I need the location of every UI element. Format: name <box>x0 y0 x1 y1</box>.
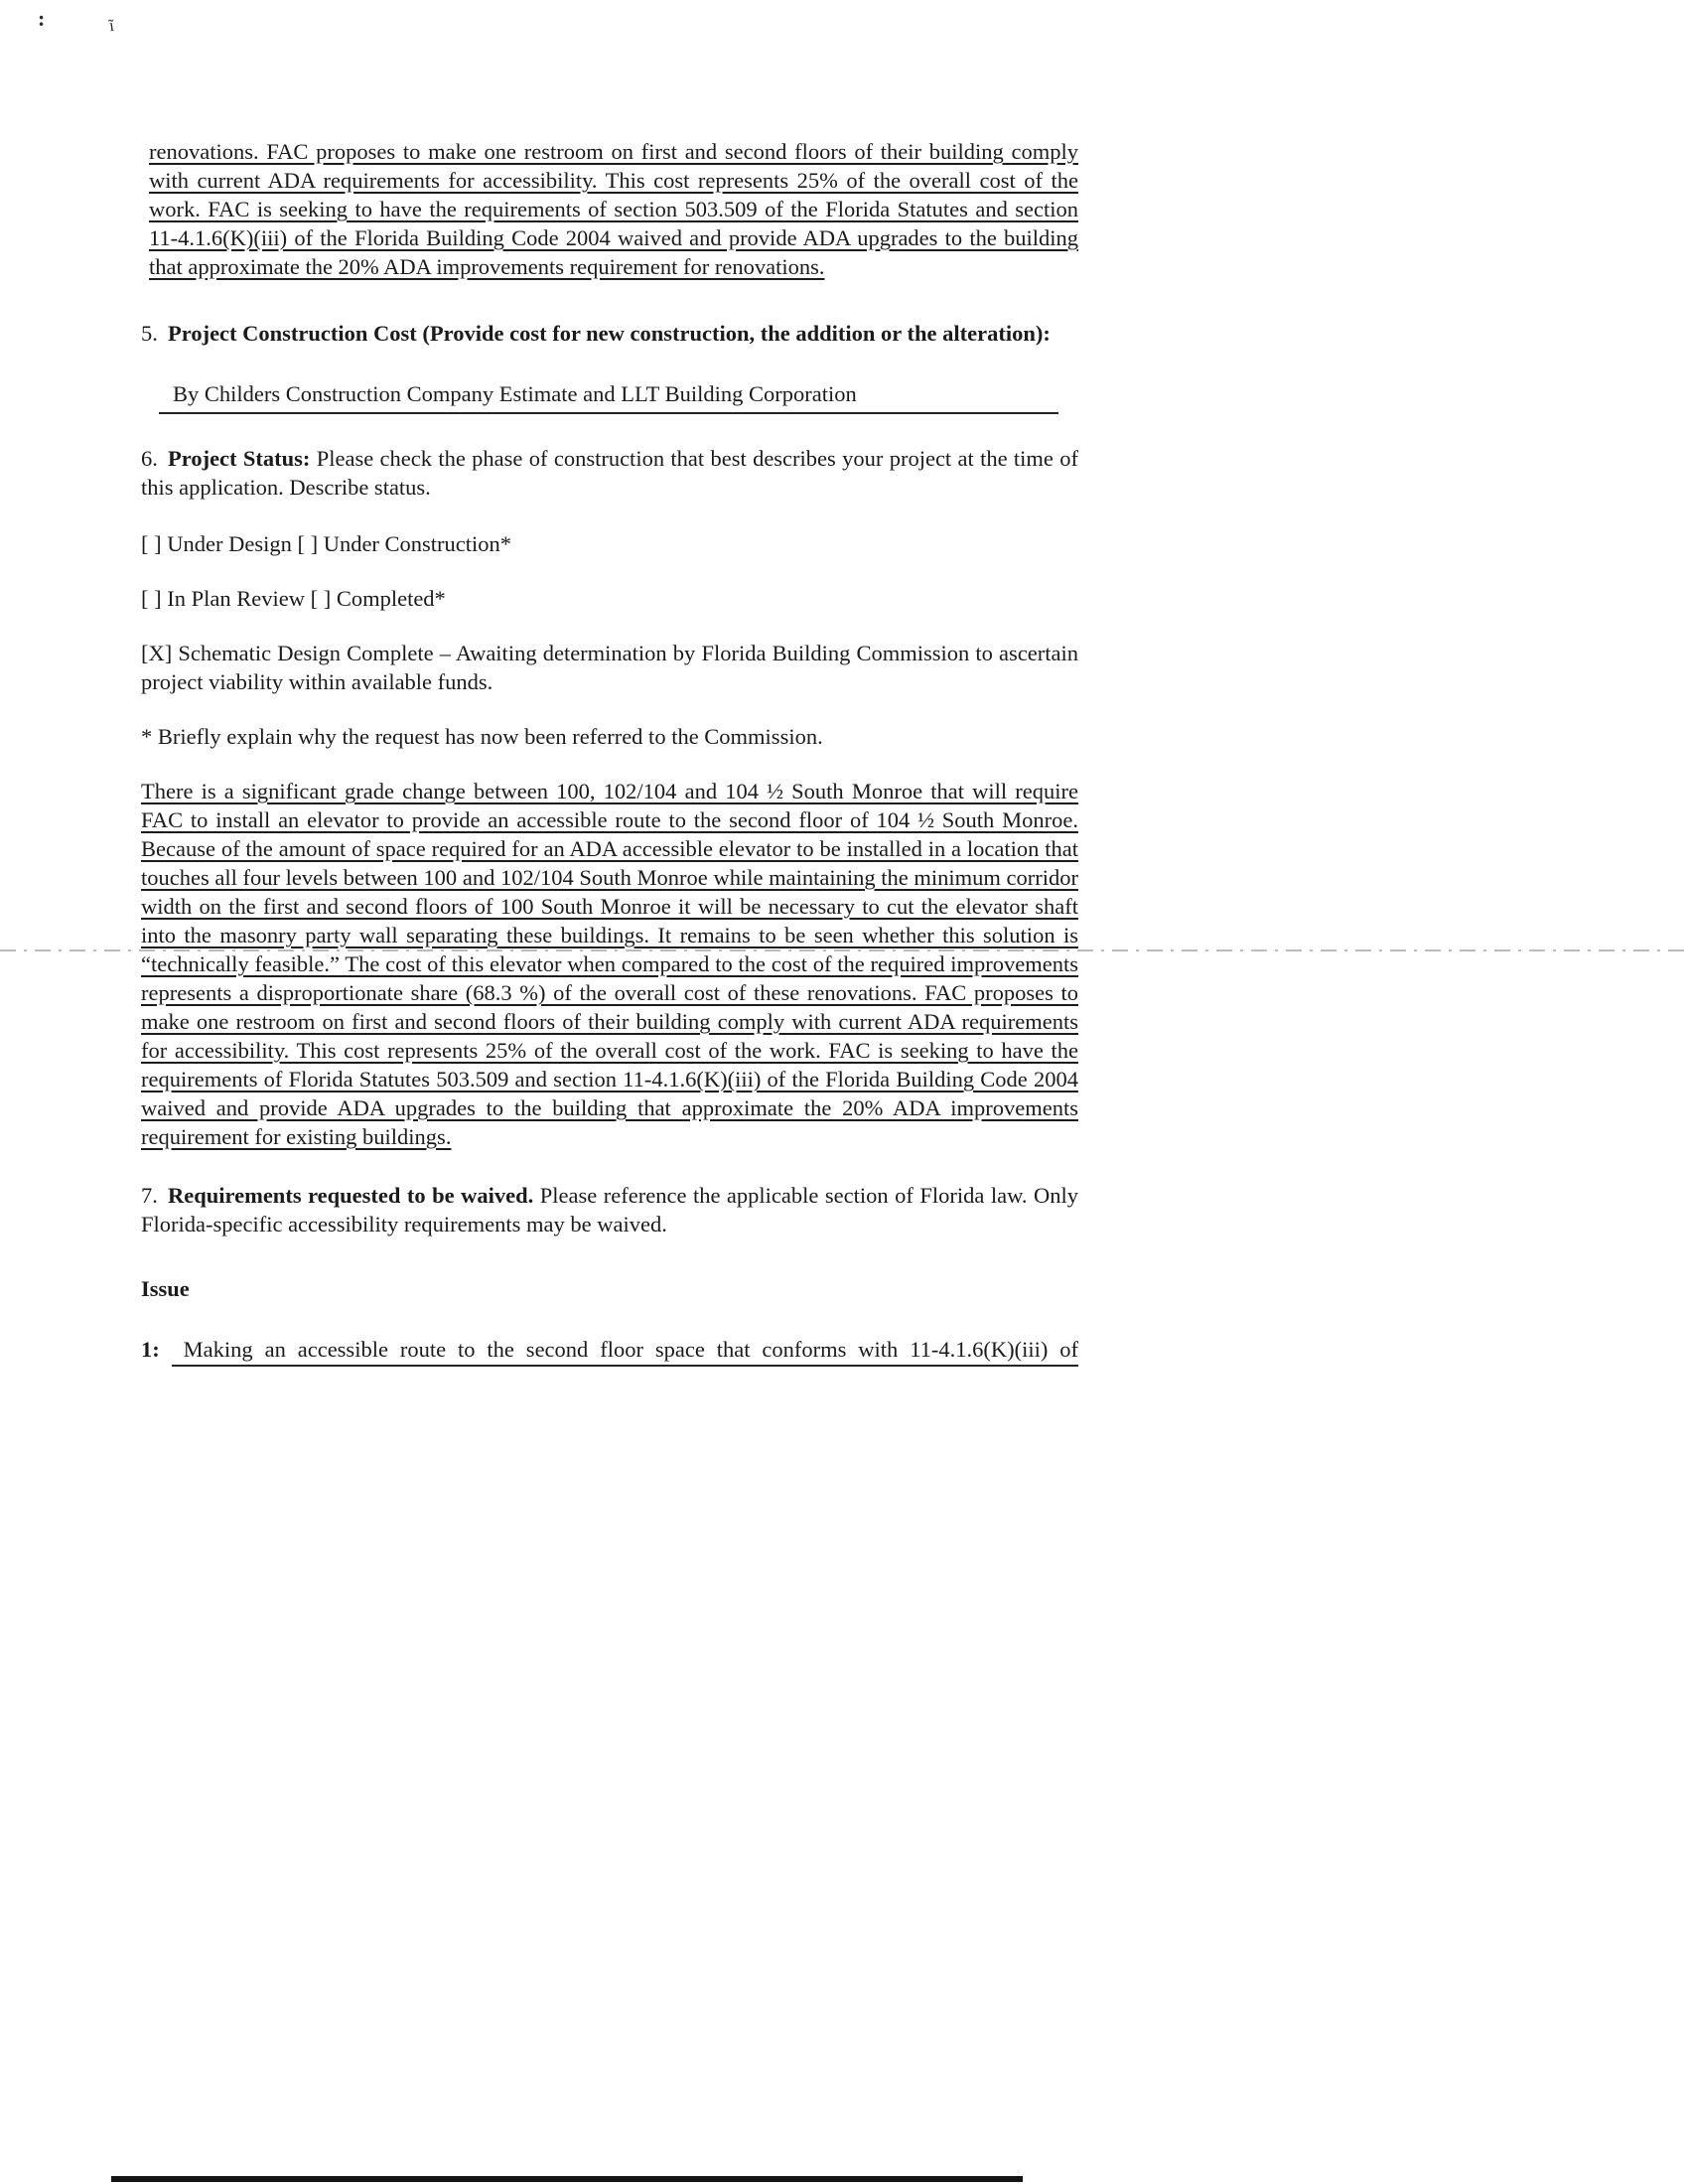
scan-artifact-mark: ĩ <box>107 15 115 36</box>
continuation-paragraph: renovations. FAC proposes to make one restroom on first and second floors of their building comply with current ADA requirements for accessibility. This cost represents 25% of the overall cost of the work. FAC is seeking to have the requirements of section 503.509 of the Florida Statutes and section 11-4.1.6(K)(iii) of the Florida Building Code 2004 waived and provide ADA upgrades to the building that approximate the 20% ADA improvements requirement for renovations. <box>149 139 1078 279</box>
item7-paragraph <box>141 1181 1078 1238</box>
issue1-number: 1: <box>141 1337 160 1362</box>
item5-title: Project Construction Cost (Provide cost for new construction, the addition or the alteration): <box>168 321 1051 346</box>
document-content <box>141 137 1078 1364</box>
item5-heading <box>141 319 1078 348</box>
checkbox-line-design-construction: [ ] Under Design [ ] Under Construction* <box>141 531 512 556</box>
item7-text: Please reference the applicable section of Florida law. Only Florida-specific accessibility requirements may be waived. <box>141 1183 1079 1237</box>
scan-artifact-mark: : <box>38 6 46 31</box>
status-checked-line: [X] Schematic Design Complete – Awaiting determination by Florida Building Commission to ascertain project viability within available funds. <box>141 641 1078 694</box>
item7-number: 7. <box>141 1183 158 1208</box>
issue-heading: Issue <box>141 1276 190 1301</box>
item5-answer-text: By Childers Construction Company Estimate and LLT Building Corporation <box>173 381 857 406</box>
item6-number: 6. <box>141 446 158 471</box>
item5-number: 5. <box>141 321 158 346</box>
item6-text: Please check the phase of construction that best describes your project at the time of this application. Describe status. <box>141 446 1078 500</box>
issue1-line <box>141 1335 1078 1364</box>
footnote-line: * Briefly explain why the request has now been referred to the Commission. <box>141 724 823 749</box>
issue1-text: Making an accessible route to the second floor space that conforms with 11-4.1.6(K)(iii) of <box>172 1337 1078 1367</box>
item6-title: Project Status: <box>168 446 311 471</box>
explanation-paragraph: There is a significant grade change between 100, 102/104 and 104 ½ South Monroe that will require FAC to install an elevator to provide an accessible route to the second floor of 104 ½ South Monroe. Because of the amount of space required for an ADA accessible elevator to be installed in a location that touches all four levels between 100 and 102/104 South Monroe while maintaining the minimum corridor width on the first and second floors of 100 South Monroe it will be necessary to cut the elevator shaft into the masonry party wall separating these buildings. It remains to be seen whether this solution is “technically feasible.” The cost of this elevator when compared to the cost of the required improvements represents a disproportionate share (68.3 %) of the overall cost of these renovations. FAC proposes to make one restroom on first and second floors of their building comply with current ADA requirements for accessibility. This cost represents 25% of the overall cost of the work. FAC is seeking to have the requirements of Florida Statutes 503.509 and section 11-4.1.6(K)(iii) of the Florida Building Code 2004 waived and provide ADA upgrades to the building that approximate the 20% ADA improvements requirement for existing buildings. <box>141 779 1078 1149</box>
checkbox-line-review-completed: [ ] In Plan Review [ ] Completed* <box>141 586 446 611</box>
item6-paragraph <box>141 444 1078 502</box>
item7-title: Requirements requested to be waived. <box>168 1183 534 1208</box>
item5-answer-line <box>159 379 1058 414</box>
scan-edge-artifact <box>111 2176 1023 2182</box>
